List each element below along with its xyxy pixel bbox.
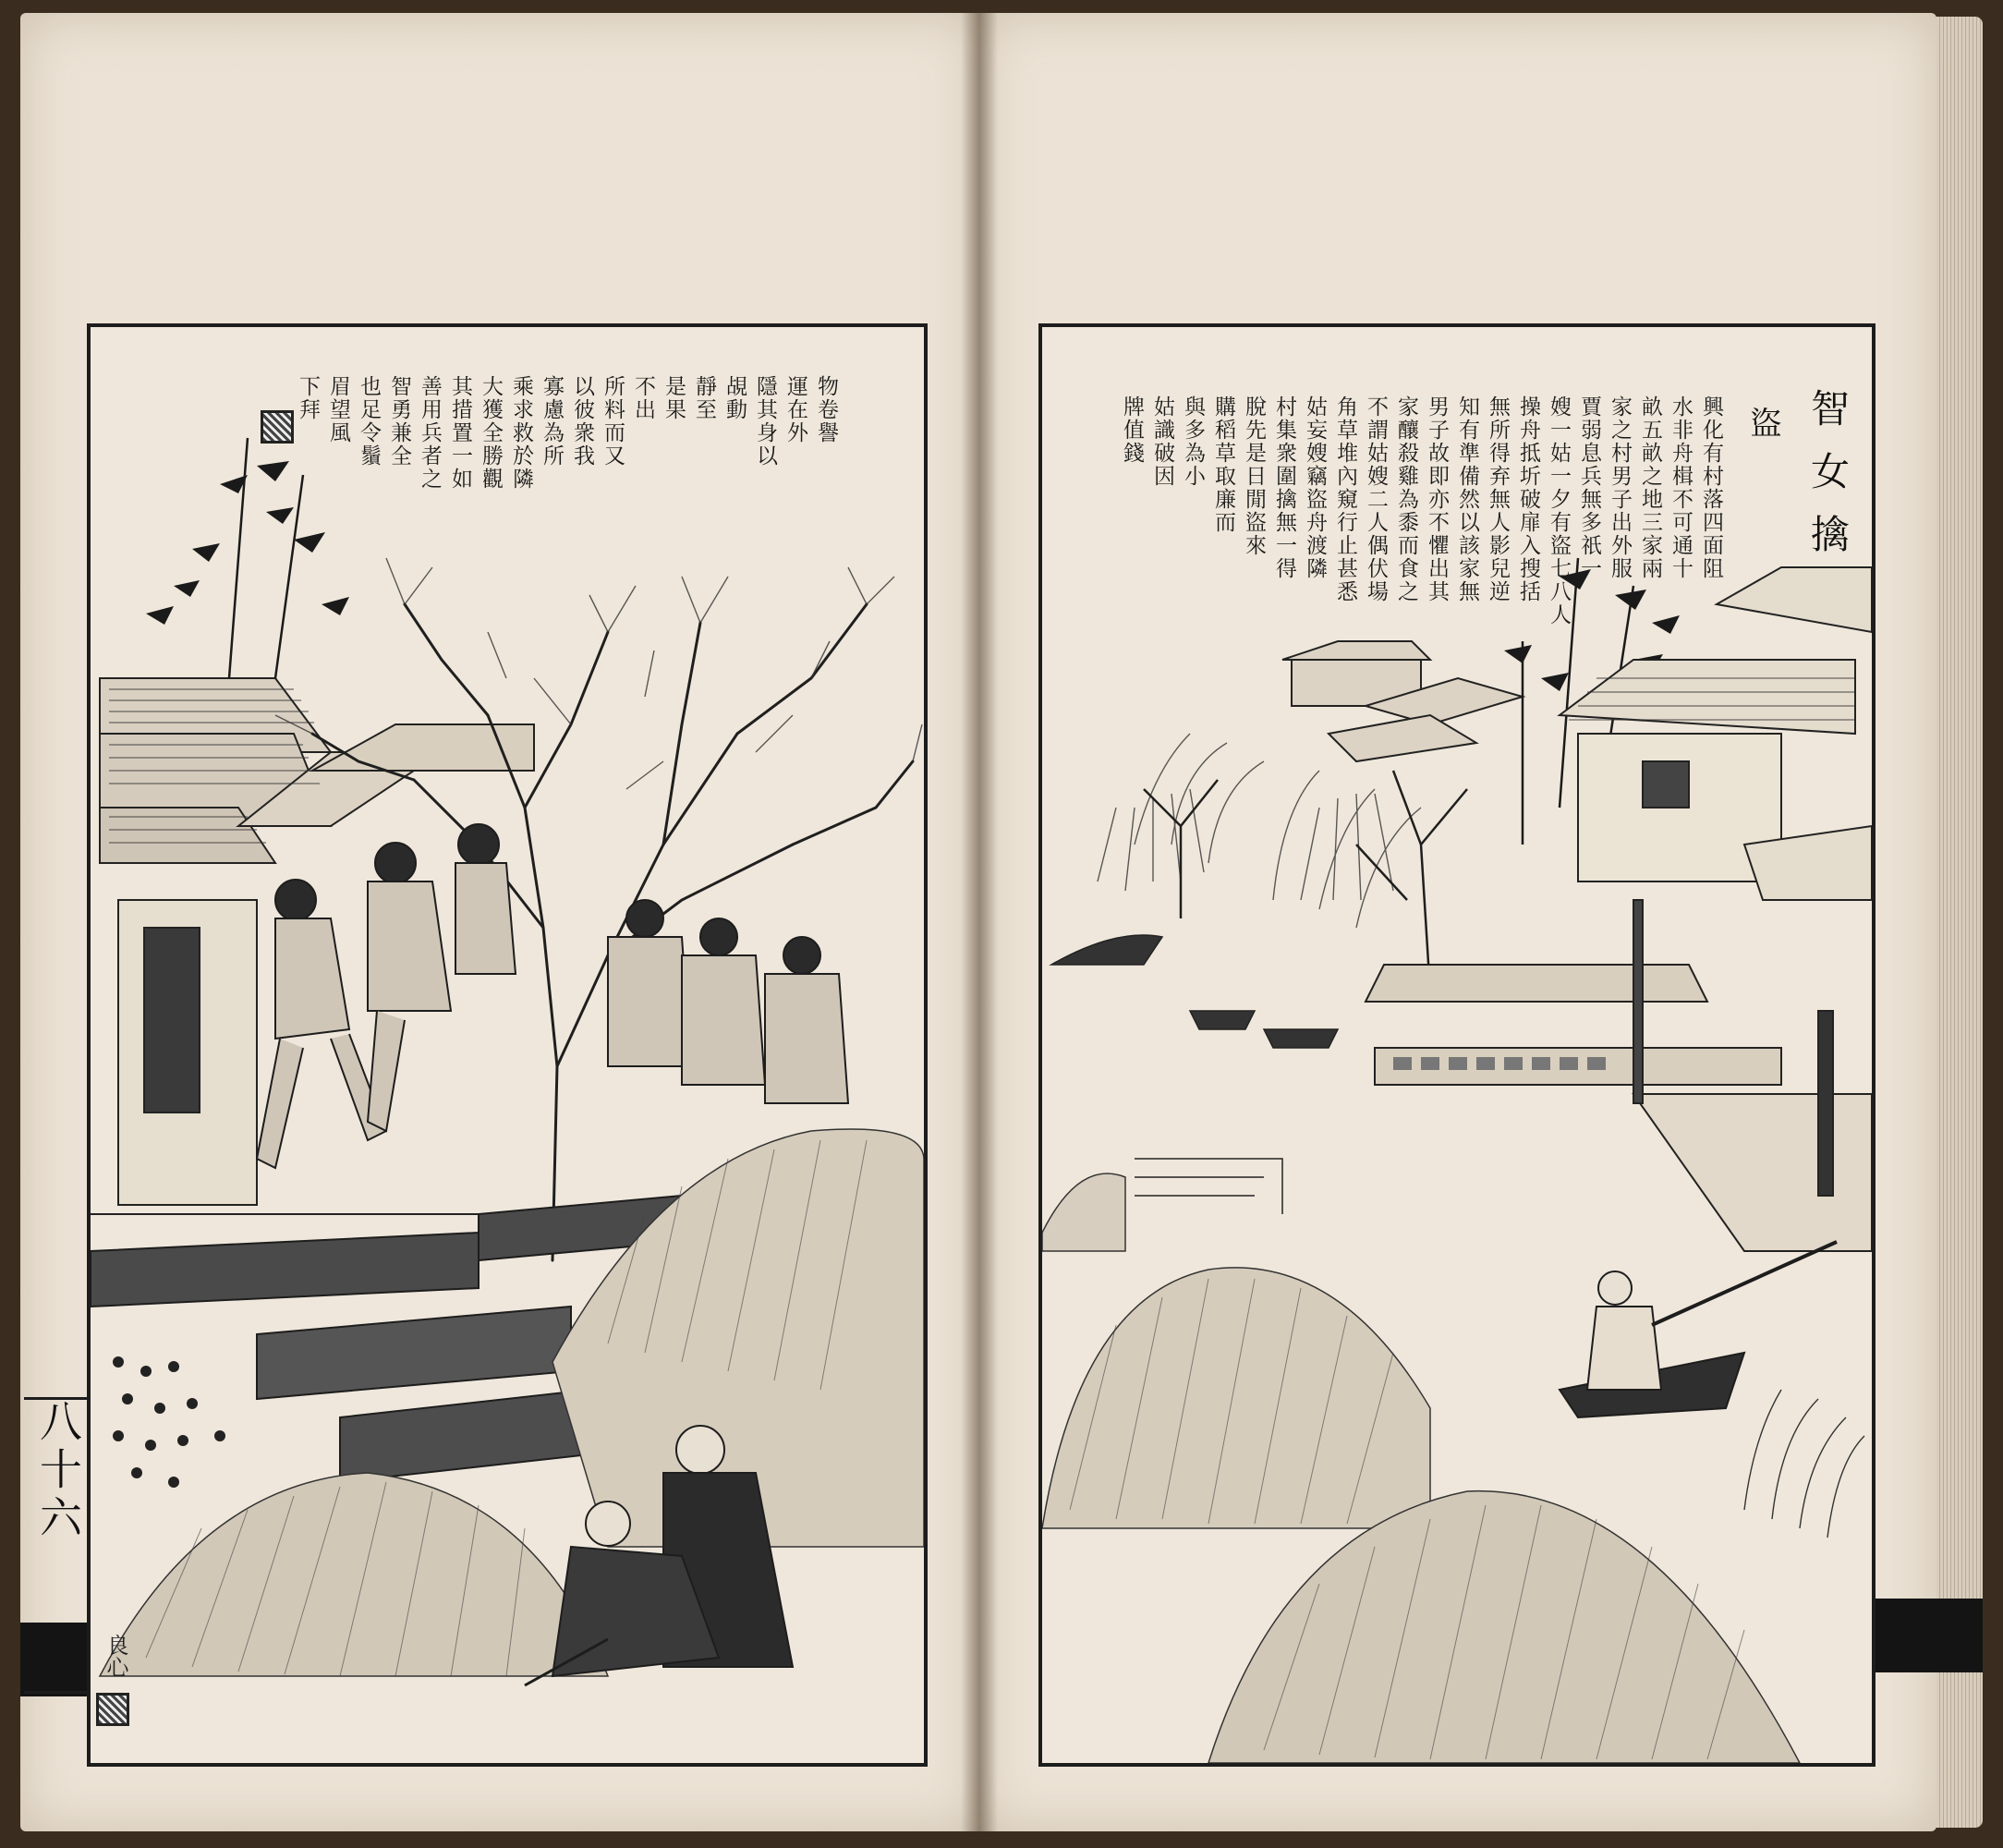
text-column: 家之村男子出外服 bbox=[1608, 395, 1632, 580]
text-column: 不謂姑嫂二人偶伏場 bbox=[1364, 395, 1388, 603]
text-column: 覘動 bbox=[722, 375, 747, 421]
text-column: 水非舟楫不可通十 bbox=[1669, 395, 1693, 580]
text-column: 眉望風 bbox=[326, 375, 350, 444]
text-column: 牌值錢 bbox=[1120, 395, 1144, 465]
text-column: 靜至 bbox=[692, 375, 716, 421]
text-column: 購稻草取廉而 bbox=[1211, 395, 1235, 534]
text-column: 乘求救於隣 bbox=[509, 375, 533, 491]
title-text: 智女擒 bbox=[1805, 388, 1851, 577]
left-page-text bbox=[286, 375, 841, 689]
left-edge-band bbox=[20, 1623, 92, 1696]
text-column: 是果 bbox=[662, 375, 686, 421]
page-title bbox=[1800, 388, 1855, 577]
right-page-text bbox=[1061, 395, 1726, 913]
page-number: 八十六 bbox=[33, 1399, 83, 1543]
text-column: 大獲全勝觀 bbox=[479, 375, 503, 491]
text-column: 家釀殺雞為黍而食之 bbox=[1394, 395, 1418, 603]
text-column: 寡慮為所 bbox=[540, 375, 564, 468]
text-column: 脫先是日閒盜來 bbox=[1242, 395, 1266, 557]
text-column: 善用兵者之 bbox=[418, 375, 442, 491]
text-column: 所料而又 bbox=[601, 375, 625, 468]
artist-signature: 良心 bbox=[103, 1634, 128, 1678]
text-column: 與多為小 bbox=[1181, 395, 1205, 488]
text-column: 角草堆內窺行止甚悉 bbox=[1333, 395, 1357, 603]
text-column: 賈弱息兵無多祇一 bbox=[1577, 395, 1601, 580]
text-column: 運在外 bbox=[783, 375, 807, 444]
text-column: 畝五畝之地三家兩 bbox=[1638, 395, 1662, 580]
text-column: 無所得弃無人影兒逆 bbox=[1486, 395, 1510, 603]
title-suffix-text: 盜 bbox=[1744, 407, 1781, 438]
folio-rule-bottom bbox=[24, 1691, 89, 1694]
title-suffix bbox=[1741, 407, 1786, 438]
right-edge-band bbox=[1870, 1599, 1983, 1672]
left-text-seal bbox=[261, 410, 294, 444]
text-column: 姑妄嫂竊盜舟渡隣 bbox=[1303, 395, 1327, 580]
text-column: 也足令鬚 bbox=[357, 375, 381, 468]
text-column: 知有準備然以該家無 bbox=[1455, 395, 1479, 603]
text-column: 興化有村落四面阻 bbox=[1699, 395, 1723, 580]
text-column: 隱其身以 bbox=[753, 375, 777, 468]
text-column: 不出 bbox=[631, 375, 655, 421]
text-column: 嫂一姑一夕有盜七八人 bbox=[1547, 395, 1571, 626]
text-column: 智勇兼全 bbox=[387, 375, 411, 468]
text-column: 以彼衆我 bbox=[570, 375, 594, 468]
text-column: 姑識破因 bbox=[1150, 395, 1174, 488]
artist-seal bbox=[96, 1693, 129, 1726]
book-gutter bbox=[961, 13, 998, 1831]
text-column: 其措置一如 bbox=[448, 375, 472, 491]
text-column: 物卷譽 bbox=[814, 375, 838, 444]
text-column: 下拜 bbox=[296, 375, 320, 421]
text-column: 操舟抵圻破扉入搜括 bbox=[1516, 395, 1540, 603]
text-column: 村集衆圍擒無一得 bbox=[1272, 395, 1296, 580]
text-column: 男子故即亦不懼出其 bbox=[1425, 395, 1449, 603]
